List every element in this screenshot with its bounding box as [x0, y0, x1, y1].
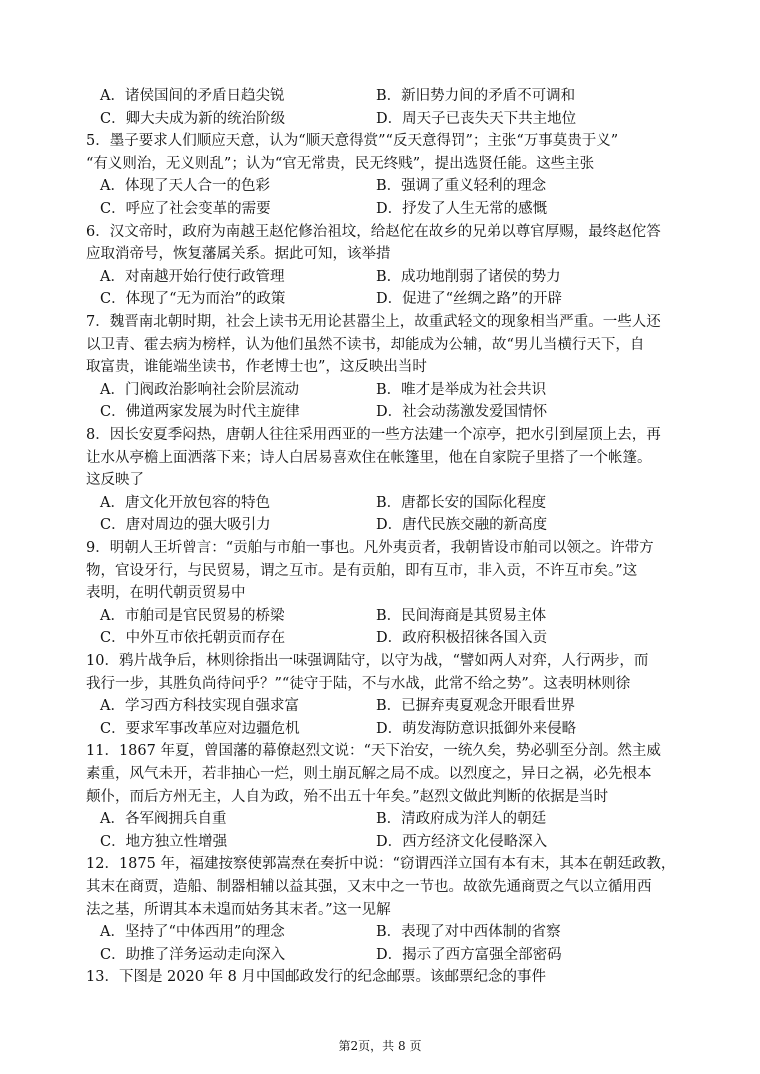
answer-option: A．唐文化开放包容的特色: [100, 494, 270, 511]
answer-option: D．社会动荡激发爱国情怀: [376, 404, 548, 421]
answer-option: C．呼应了社会变革的需要: [100, 201, 271, 217]
question-stem: 11．1867 年夏，曾国藩的幕僚赵烈文说：“天下治安，一统久矣，势必驯至分剖。然主威: [86, 743, 661, 760]
answer-option: A．坚持了“中体西用”的理念: [100, 924, 285, 941]
answer-option: A．门阀政治影响社会阶层流动: [100, 381, 299, 398]
question-stem: 7．魏晋南北朝时期，社会上读书无用论甚嚣尘上，故重武轻文的现象相当严重。一些人还: [86, 314, 661, 330]
question-stem-continued: 让水从亭檐上面洒落下来；诗人白居易喜欢住在帐篷里，他在自家院子里搭了一个帐篷。: [86, 449, 652, 466]
answer-option: B．表现了对中西体制的省察: [376, 924, 561, 941]
question-stem-continued: 取富贵，谁能端坐读书，作老博士也”，这反映出当时: [86, 359, 427, 376]
answer-option: D．西方经济文化侵略深入: [376, 833, 548, 850]
answer-option: B．强调了重义轻利的理念: [376, 178, 547, 195]
question-stem-continued: 颠仆，而后方州无主，人自为政，殆不出五十年矣。”赵烈文做此判断的依据是当时: [86, 788, 609, 805]
question-stem-continued: “有义则治，无义则乱”；认为“官无常贵，民无终贱”，提出选贤任能。这些主张: [86, 155, 595, 172]
answer-option: A．对南越开始行使行政管理: [100, 268, 285, 285]
question-stem: 10．鸦片战争后，林则徐指出一味强调陆守，以守为战，“譬如两人对弈，人行两步，而: [86, 653, 649, 669]
answer-option: A．诸侯国间的矛盾日趋尖锐: [100, 88, 285, 104]
answer-option: B．已摒弃夷夏观念开眼看世界: [376, 698, 576, 715]
question-stem-continued: 这反映了: [86, 472, 144, 489]
answer-option: B．清政府成为洋人的朝廷: [376, 811, 547, 828]
question-stem-continued: 物，官设牙行，与民贸易，谓之互市。是有贡舶，即有互市，非入贡，不许互市矣。”这: [86, 562, 638, 579]
answer-option: C．助推了洋务运动走向深入: [100, 946, 286, 963]
question-stem-continued: 表明，在明代朝贡贸易中: [86, 585, 246, 602]
question-stem: 9．明朝人王圻曾言：“贡舶与市舶一事也。凡外夷贡者，我朝皆设市舶司以领之。许带方: [86, 540, 654, 556]
answer-option: D．周天子已丧失天下共主地位: [376, 110, 577, 127]
answer-option: C．要求军事改革应对边疆危机: [100, 720, 300, 737]
page-footer: 第2页，共 8 页: [338, 1039, 422, 1053]
answer-option: A．学习西方科技实现自强求富: [100, 698, 299, 715]
answer-option: B．成功地削弱了诸侯的势力: [376, 268, 561, 285]
answer-option: D．唐代民族交融的新高度: [376, 517, 548, 534]
answer-option: D．抒发了人生无常的感慨: [376, 201, 548, 217]
question-stem: 8．因长安夏季闷热，唐朝人往往采用西亚的一些方法建一个凉亭，把水引到屋顶上去，再: [86, 427, 661, 443]
question-stem-continued: 我行一步，其胜负尚待问乎？”“徒守于陆，不与水战，此常不给之势”。这表明林则徐: [86, 675, 631, 692]
answer-option: C．卿大夫成为新的统治阶级: [100, 110, 286, 127]
question-stem: 12．1875 年，福建按察使郭嵩焘在奏折中说：“窃谓西洋立国有本有末，其本在朝廷政教，: [86, 856, 676, 873]
answer-option: C．佛道两家发展为时代主旋律: [100, 404, 300, 421]
answer-option: B．唐都长安的国际化程度: [376, 494, 547, 511]
answer-option: C．中外互市依托朝贡而存在: [100, 630, 286, 647]
answer-option: C．地方独立性增强: [100, 833, 228, 850]
answer-option: D．揭示了西方富强全部密码: [376, 946, 562, 963]
answer-option: B．民间海商是其贸易主体: [376, 607, 547, 624]
answer-option: D．萌发海防意识抵御外来侵略: [376, 720, 577, 737]
question-stem-continued: 以卫青、霍去病为榜样，认为他们虽然不读书，却能成为公辅，故“男儿当横行天下，自: [86, 336, 645, 353]
question-stem: 5．墨子要求人们顺应天意，认为“顺天意得赏”“反天意得罚”；主张“万事莫贵于义”: [86, 133, 619, 150]
question-stem: 13．下图是 2020 年 8 月中国邮政发行的纪念邮票。该邮票纪念的事件: [86, 969, 547, 986]
answer-option: A．各军阀拥兵自重: [100, 811, 227, 828]
answer-option: D．促进了“丝绸之路”的开辟: [376, 291, 562, 308]
question-stem-continued: 法之基，所谓其本未遑而姑务其末者。”这一见解: [86, 901, 391, 918]
question-stem: 6．汉文帝时，政府为南越王赵佗修治祖坟，给赵佗在故乡的兄弟以尊官厚赐，最终赵佗答: [86, 223, 661, 240]
answer-option: B．新旧势力间的矛盾不可调和: [376, 88, 576, 104]
question-stem-continued: 素重，风气未开，若非抽心一烂，则土崩瓦解之局不成。以烈度之，异日之祸，必先根本: [86, 766, 652, 782]
answer-option: D．政府积极招徕各国入贡: [376, 630, 548, 647]
answer-option: A．市舶司是官民贸易的桥梁: [100, 607, 285, 624]
question-stem-continued: 应取消帝号，恢复藩属关系。据此可知，该举措: [86, 246, 391, 263]
answer-option: C．体现了“无为而治”的政策: [100, 291, 286, 308]
question-stem-continued: 其末在商贾，造船、制器相辅以益其强，又末中之一节也。故欲先通商贾之气以立循用西: [86, 879, 652, 895]
answer-option: B．唯才是举成为社会共识: [376, 381, 547, 398]
answer-option: A．体现了天人合一的色彩: [100, 178, 270, 195]
answer-option: C．唐对周边的强大吸引力: [100, 517, 271, 534]
